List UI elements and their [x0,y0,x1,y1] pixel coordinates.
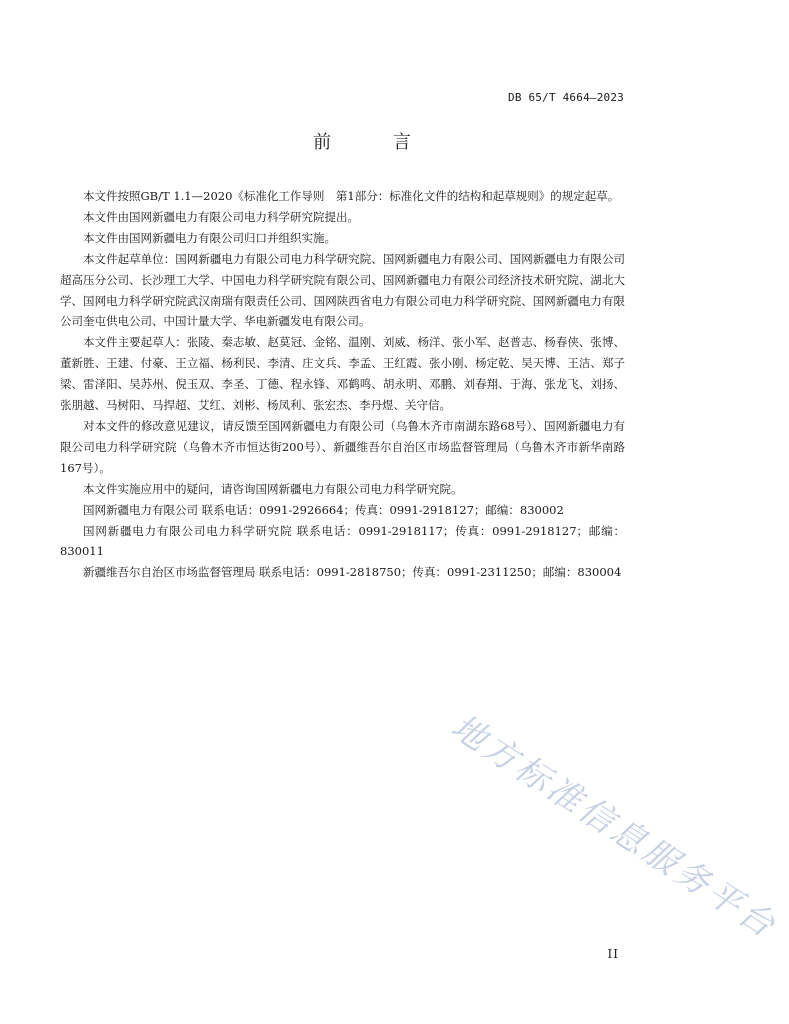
page-number: II [607,947,619,961]
paragraph-administrator: 本文件由国网新疆电力有限公司归口并组织实施。 [83,230,336,245]
paragraph-feedback: 对本文件的修改意见建议，请反馈至国网新疆电力有限公司（乌鲁木齐市南湖东路68号）、国网新疆电力有限公司电力科学研究院（乌鲁木齐市恒达街200号）、新疆维吾尔自治区市场监督管理局（乌鲁木齐市新华南路167号）。 [60,418,625,475]
contact-research-institute: 国网新疆电力有限公司电力科学研究院 联系电话：0991-2918117；传真：0991-2918127；邮编：830011 [60,523,625,559]
paragraph-drafting-rules: 本文件按照GB/T 1.1—2020《标准化工作导则 第1部分：标准化文件的结构和起草规则》的规定起草。 [83,189,620,203]
contact-state-grid: 国网新疆电力有限公司 联系电话：0991-2926664；传真：0991-2918127；邮编：830002 [83,502,564,517]
foreword-body [60,186,625,583]
paragraph-inquiry: 本文件实施应用中的疑问，请咨询国网新疆电力有限公司电力科学研究院。 [83,481,463,496]
document-id: DB 65/T 4664—2023 [508,91,624,104]
paragraph-proposer: 本文件由国网新疆电力有限公司电力科学研究院提出。 [83,209,359,224]
contact-market-regulation: 新疆维吾尔自治区市场监督管理局 联系电话：0991-2818750；传真：0991-2311250；邮编：830004 [83,565,622,580]
watermark: 地方标准信息服务平台 [443,706,785,948]
page-title: 前 言 [313,132,439,153]
paragraph-drafters: 本文件主要起草人：张陵、秦志敏、赵莫冠、金铭、温刚、刘威、杨洋、张小军、赵普志、杨春侠、张博、董新胜、王建、付豪、王立福、杨利民、李清、庄文兵、李孟、王红霞、张小刚、杨定乾、吴天博、王洁、郑子梁、雷泽阳、吴苏州、倪玉双、李圣、丁德、程永锋、邓鹤鸣、胡永明、邓鹏、刘春翔、于海、张龙飞、刘扬、张朋越、马树阳、马捍超、艾红、刘彬、杨凤利、张宏杰、李丹煜、关守信。 [60,335,625,413]
paragraph-drafting-units: 本文件起草单位：国网新疆电力有限公司电力科学研究院、国网新疆电力有限公司、国网新疆电力有限公司超高压分公司、长沙理工大学、中国电力科学研究院有限公司、国网新疆电力有限公司经济技术研究院、湖北大学、国网电力科学研究院武汉南瑞有限责任公司、国网陕西省电力有限公司电力科学研究院、国网新疆电力有限公司奎屯供电公司、中国计量大学、华电新疆发电有限公司。 [60,251,625,329]
